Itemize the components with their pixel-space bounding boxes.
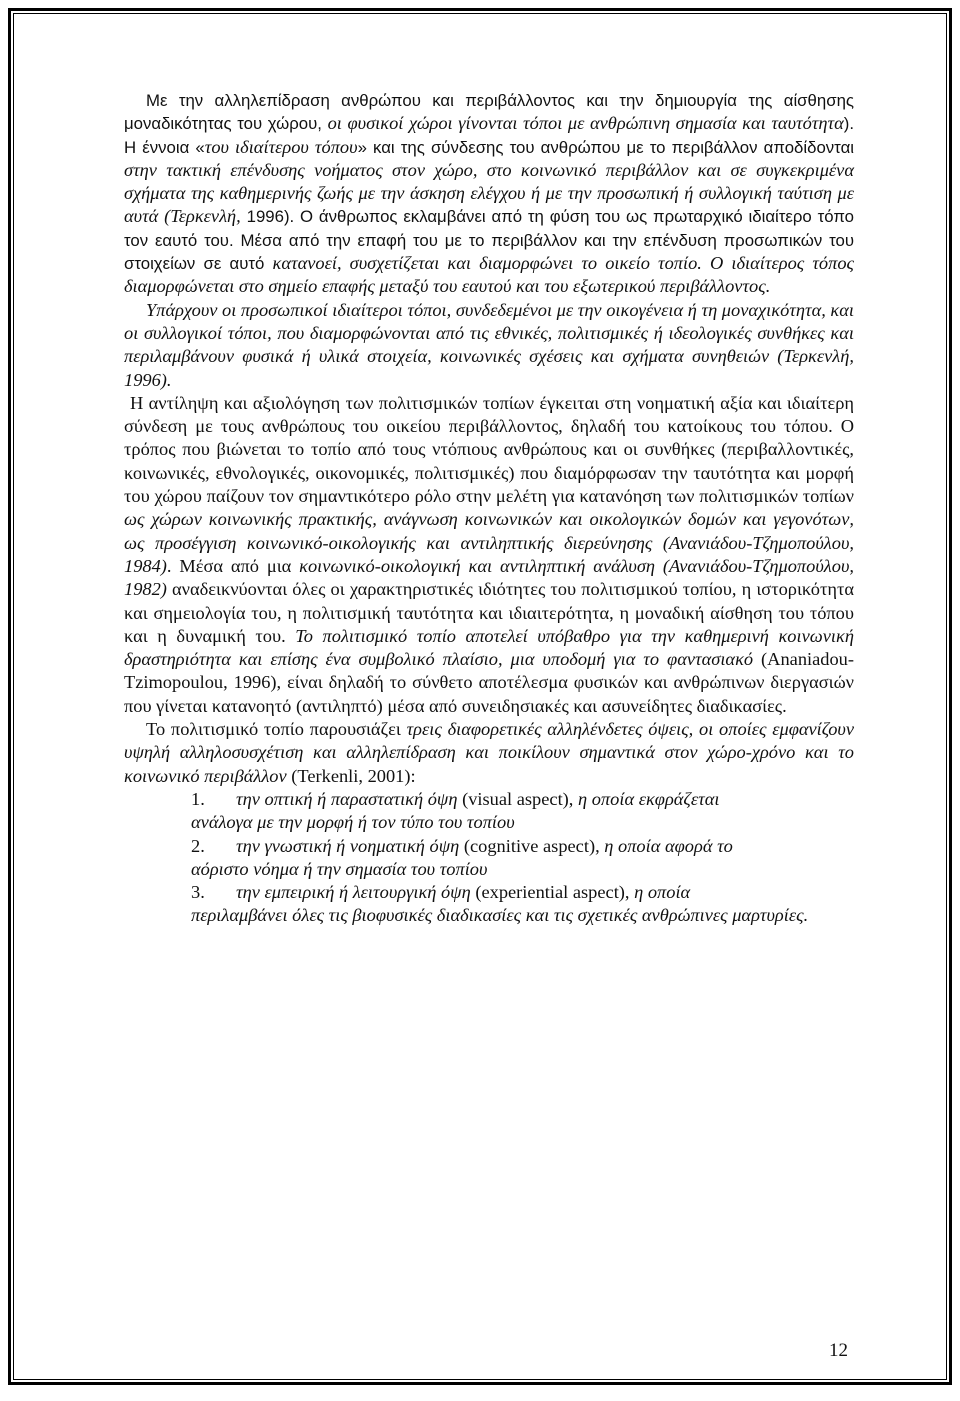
italic-run: οι φυσικοί χώροι γίνονται τόποι με ανθρώπινη σημασία και ταυτότητα bbox=[327, 113, 844, 134]
text-run: Η αντίληψη και αξιολόγηση των πολιτισμικών τοπίων έγκειται στη νοηματική αξία και ιδιαίτερη σύνδεση με τους ανθρώπους του οικείου περιβάλλοντος, δηλαδή του κατοίκους του τόπου. Ο τρόπος που βιώνεται το τοπίο από τους ντόπιους ανθρώπους και οι συνθήκες (περιβαλλοντικές, κοινωνικές, εθνολογικές, οικονομικές, πολιτισμικές) που διαμόρφωσαν την ταυτότητα και μορφή του χώρου παίζουν τον σημαντικότερο ρόλο στην μελέτη για κατανόηση των πολιτισμικών τοπίων bbox=[124, 392, 854, 507]
text-run: Με την αλληλεπίδραση ανθρώπου και περιβάλλοντος και την δημιουργία της αίσθησης μοναδικότητας του χώρου, bbox=[124, 91, 854, 134]
italic-run: την οπτική ή παραστατική όψη bbox=[236, 788, 458, 809]
italic-run: ανάλογα με την μορφή ή τον τύπο του τοπίου bbox=[191, 812, 515, 833]
list-item bbox=[124, 835, 854, 858]
aspect-list bbox=[124, 788, 854, 928]
italic-run: τρεις διαφορετικές αλληλένδετες όψεις, οι οποίες εμφανίζουν υψηλή αλληλοσυσχέτιση και αλληλεπίδραση και ποικίλουν σημαντικά στον χώρο-χρόνο και το κοινωνικό περιβάλλον bbox=[124, 719, 854, 786]
text-run: Το πολιτισμικό τοπίο παρουσιάζει bbox=[146, 719, 407, 740]
list-item-continuation bbox=[124, 811, 854, 834]
text-run: (Ananiadou-Tzimopoulou, 1996), είναι δηλαδή το σύνθετο αποτέλεσμα φυσικών και ανθρώπινων διεργασιών που γίνεται κατανοητό (αντιληπτό) μέσα από συνειδησιακές και ασυνείδητες διαδικασίες. bbox=[124, 649, 854, 716]
italic-run: Το πολιτισμικό τοπίο αποτελεί υπόβαθρο για την καθημερινή κοινωνική δραστηριότητα και επίσης ένα συμβολικό πλαίσιο, μια υποδομή για το φαντασιακό bbox=[124, 625, 854, 670]
italic-run: ως χώρων κοινωνικής πρακτικής, ανάγνωση κοινωνικών και οικολογικών δομών και γεγονότων, ως προσέγγιση κοινωνικό-οικολογικής και αντιληπτικής διερεύνησης (Ανανιάδου-Τζημοπούλου, 1984) bbox=[124, 509, 854, 576]
text-run: (Terkenli, 2001): bbox=[286, 765, 416, 786]
italic-run: κοινωνικό-οικολογική και αντιληπτική ανάλυση (Ανανιάδου-Τζημοπούλου, 1982) bbox=[124, 555, 854, 600]
list-item-continuation bbox=[124, 858, 854, 881]
paragraph-1 bbox=[124, 89, 854, 299]
text-run: αναδεικνύονται όλες οι χαρακτηριστικές ιδιότητες του πολιτισμικού τοπίου, η ιστορικότητα και σημειολογία του, η πολιτισμική ταυτότητα και ιδιαιτερότητα, η μοναδική αίσθηση του τόπου και η δυναμική του. bbox=[124, 579, 854, 646]
italic-run: η οποία bbox=[634, 882, 691, 903]
italic-run: του ιδιαίτερου τόπου bbox=[204, 136, 358, 157]
page-number: 12 bbox=[829, 1340, 848, 1361]
italic-run: περιλαμβάνει όλες τις βιοφυσικές διαδικασίες και τις σχετικές ανθρώπινες μαρτυρίες. bbox=[191, 905, 809, 926]
document-page bbox=[8, 8, 952, 1385]
text-run: ). Η έννοια « bbox=[124, 114, 854, 157]
list-item bbox=[124, 881, 854, 904]
paragraph-3 bbox=[124, 392, 854, 718]
paragraph-2 bbox=[124, 299, 854, 392]
list-number: 1. bbox=[191, 788, 205, 809]
text-run: . Μέσα από μια bbox=[166, 555, 300, 576]
italic-run: την γνωστική ή νοηματική όψη bbox=[236, 835, 460, 856]
text-run: Μέσα από την επαφή του με το περιβάλλον και την επένδυση προσωπικών του στοιχείων σε αυτό bbox=[124, 230, 854, 274]
list-number: 3. bbox=[191, 882, 205, 903]
paragraph-4 bbox=[124, 718, 854, 788]
document-body bbox=[124, 89, 854, 928]
list-number: 2. bbox=[191, 835, 205, 856]
text-run: (visual aspect), bbox=[457, 788, 579, 809]
italic-run: κατανοεί, συσχετίζεται και διαμορφώνει το οικείο τοπίο. Ο ιδιαίτερος τόπος διαμορφώνεται στο σημείο επαφής μεταξύ του εαυτού και του εξωτερικού περιβάλλοντος. bbox=[124, 253, 854, 297]
text-run: » και της σύνδεσης του ανθρώπου με το περιβάλλον αποδίδονται bbox=[357, 137, 854, 157]
italic-run: η οποία αφορά το bbox=[604, 835, 733, 856]
text-run: (experiential aspect), bbox=[470, 882, 635, 903]
italic-run: αόριστο νόημα ή την σημασία του τοπίου bbox=[191, 858, 488, 879]
list-item-continuation bbox=[124, 904, 854, 927]
italic-run: η οποία εκφράζεται bbox=[578, 788, 720, 809]
text-run: (cognitive aspect), bbox=[459, 835, 605, 856]
italic-run: την εμπειρική ή λειτουργική όψη bbox=[236, 882, 471, 903]
list-item bbox=[124, 788, 854, 811]
text-run: 1996). Ο άνθρωπος εκλαμβάνει από τη φύση του ως πρωταρχικό ιδιαίτερο τόπο τον εαυτό του. bbox=[124, 207, 854, 250]
italic-run: στην τακτική επένδυσης νοήματος στον χώρο, στο κοινωνικό περιβάλλον και σε συγκεκριμένα σχήματα της καθημερινής ζωής με την άσκηση ελέγχου ή με την προσωπική ή συλλογική ταύτιση με αυτά (Τερκενλή, bbox=[124, 159, 854, 227]
italic-run: Υπάρχουν οι προσωπικοί ιδιαίτεροι τόποι, συνδεδεμένοι με την οικογένεια ή τη μοναχικότητα, και οι συλλογικοί τόποι, που διαμορφώνονται από τις εθνικές, πολιτισμικές ή ιδεολογικές συνθήκες και περιλαμβάνουν φυσικά ή υλικά στοιχεία, κοινωνικές σχέσεις και σχήματα συνηθειών (Τερκενλή, 1996). bbox=[124, 299, 855, 390]
